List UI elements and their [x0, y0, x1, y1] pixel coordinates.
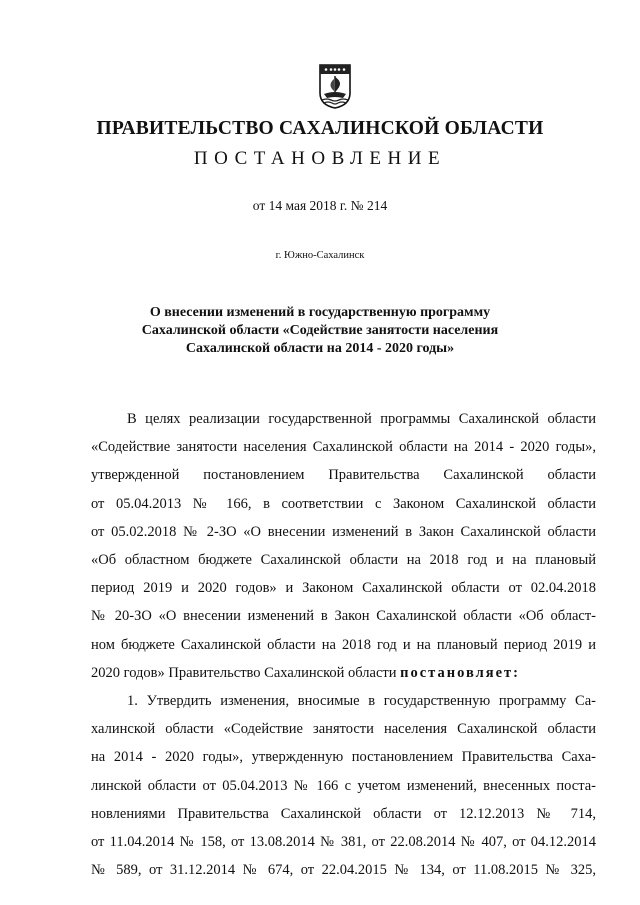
organization-title: ПРАВИТЕЛЬСТВО САХАЛИНСКОЙ ОБЛАСТИ	[96, 118, 544, 139]
body-line-text: 2020 годов» Правительство Сахалинской области	[91, 664, 397, 681]
document-city: г. Южно-Сахалинск	[275, 250, 365, 261]
body-line: ном бюджете Сахалинской области на 2018 год и на плановый период 2019 и	[91, 636, 596, 653]
subject-line: Сахалинской области на 2014 - 2020 годы»	[185, 341, 455, 356]
body-line: халинской области «Содействие занятости населения Сахалинской области	[91, 721, 596, 738]
body-line: на 2014 - 2020 годы», утвержденную постановлением Правительства Саха-	[91, 749, 596, 766]
body-line: № 20-ЗО «О внесении изменений в Закон Сахалинской области «Об област-	[91, 608, 596, 625]
body-line: В целях реализации государственной программы Сахалинской области	[127, 411, 596, 427]
body-line: линской области от 05.04.2013 № 166 с учетом изменений, внесенных поста-	[91, 777, 596, 794]
body-line: от 05.02.2018 № 2-ЗО «О внесении изменений в Закон Сахалинской области	[91, 523, 596, 540]
body-line-resolution	[91, 659, 596, 687]
resolves-word: постановляет:	[400, 664, 520, 681]
body-line: «Об областном бюджете Сахалинской области на 2018 год и на плановый	[91, 552, 596, 569]
body-line: № 589, от 31.12.2014 № 674, от 22.04.2015 № 134, от 11.08.2015 № 325,	[91, 862, 596, 879]
document-subject	[0, 304, 640, 358]
sakhalin-coat-of-arms-icon	[318, 63, 352, 109]
document-type: ПОСТАНОВЛЕНИЕ	[193, 148, 447, 169]
body-line: от 05.04.2013 № 166, в соответствии с Законом Сахалинской области	[91, 495, 596, 512]
body-line: новлениями Правительства Сахалинской области от 12.12.2013 № 714,	[91, 805, 596, 822]
subject-line: О внесении изменений в государственную программу	[149, 305, 491, 320]
body-line: от 11.04.2014 № 158, от 13.08.2014 № 381, от 22.08.2014 № 407, от 04.12.2014	[91, 834, 596, 851]
body-line: 1. Утвердить изменения, вносимые в государственную программу Са-	[127, 693, 596, 710]
document-body	[91, 405, 596, 884]
subject-line: Сахалинской области «Содействие занятости населения	[141, 323, 499, 338]
body-line: утвержденной постановлением Правительства Сахалинской области	[91, 467, 596, 484]
body-line: «Содействие занятости населения Сахалинской области на 2014 - 2020 годы»,	[91, 439, 596, 456]
document-date-number: от 14 мая 2018 г. № 214	[252, 198, 388, 213]
body-line: период 2019 и 2020 годов» и Законом Сахалинской области от 02.04.2018	[91, 580, 596, 597]
